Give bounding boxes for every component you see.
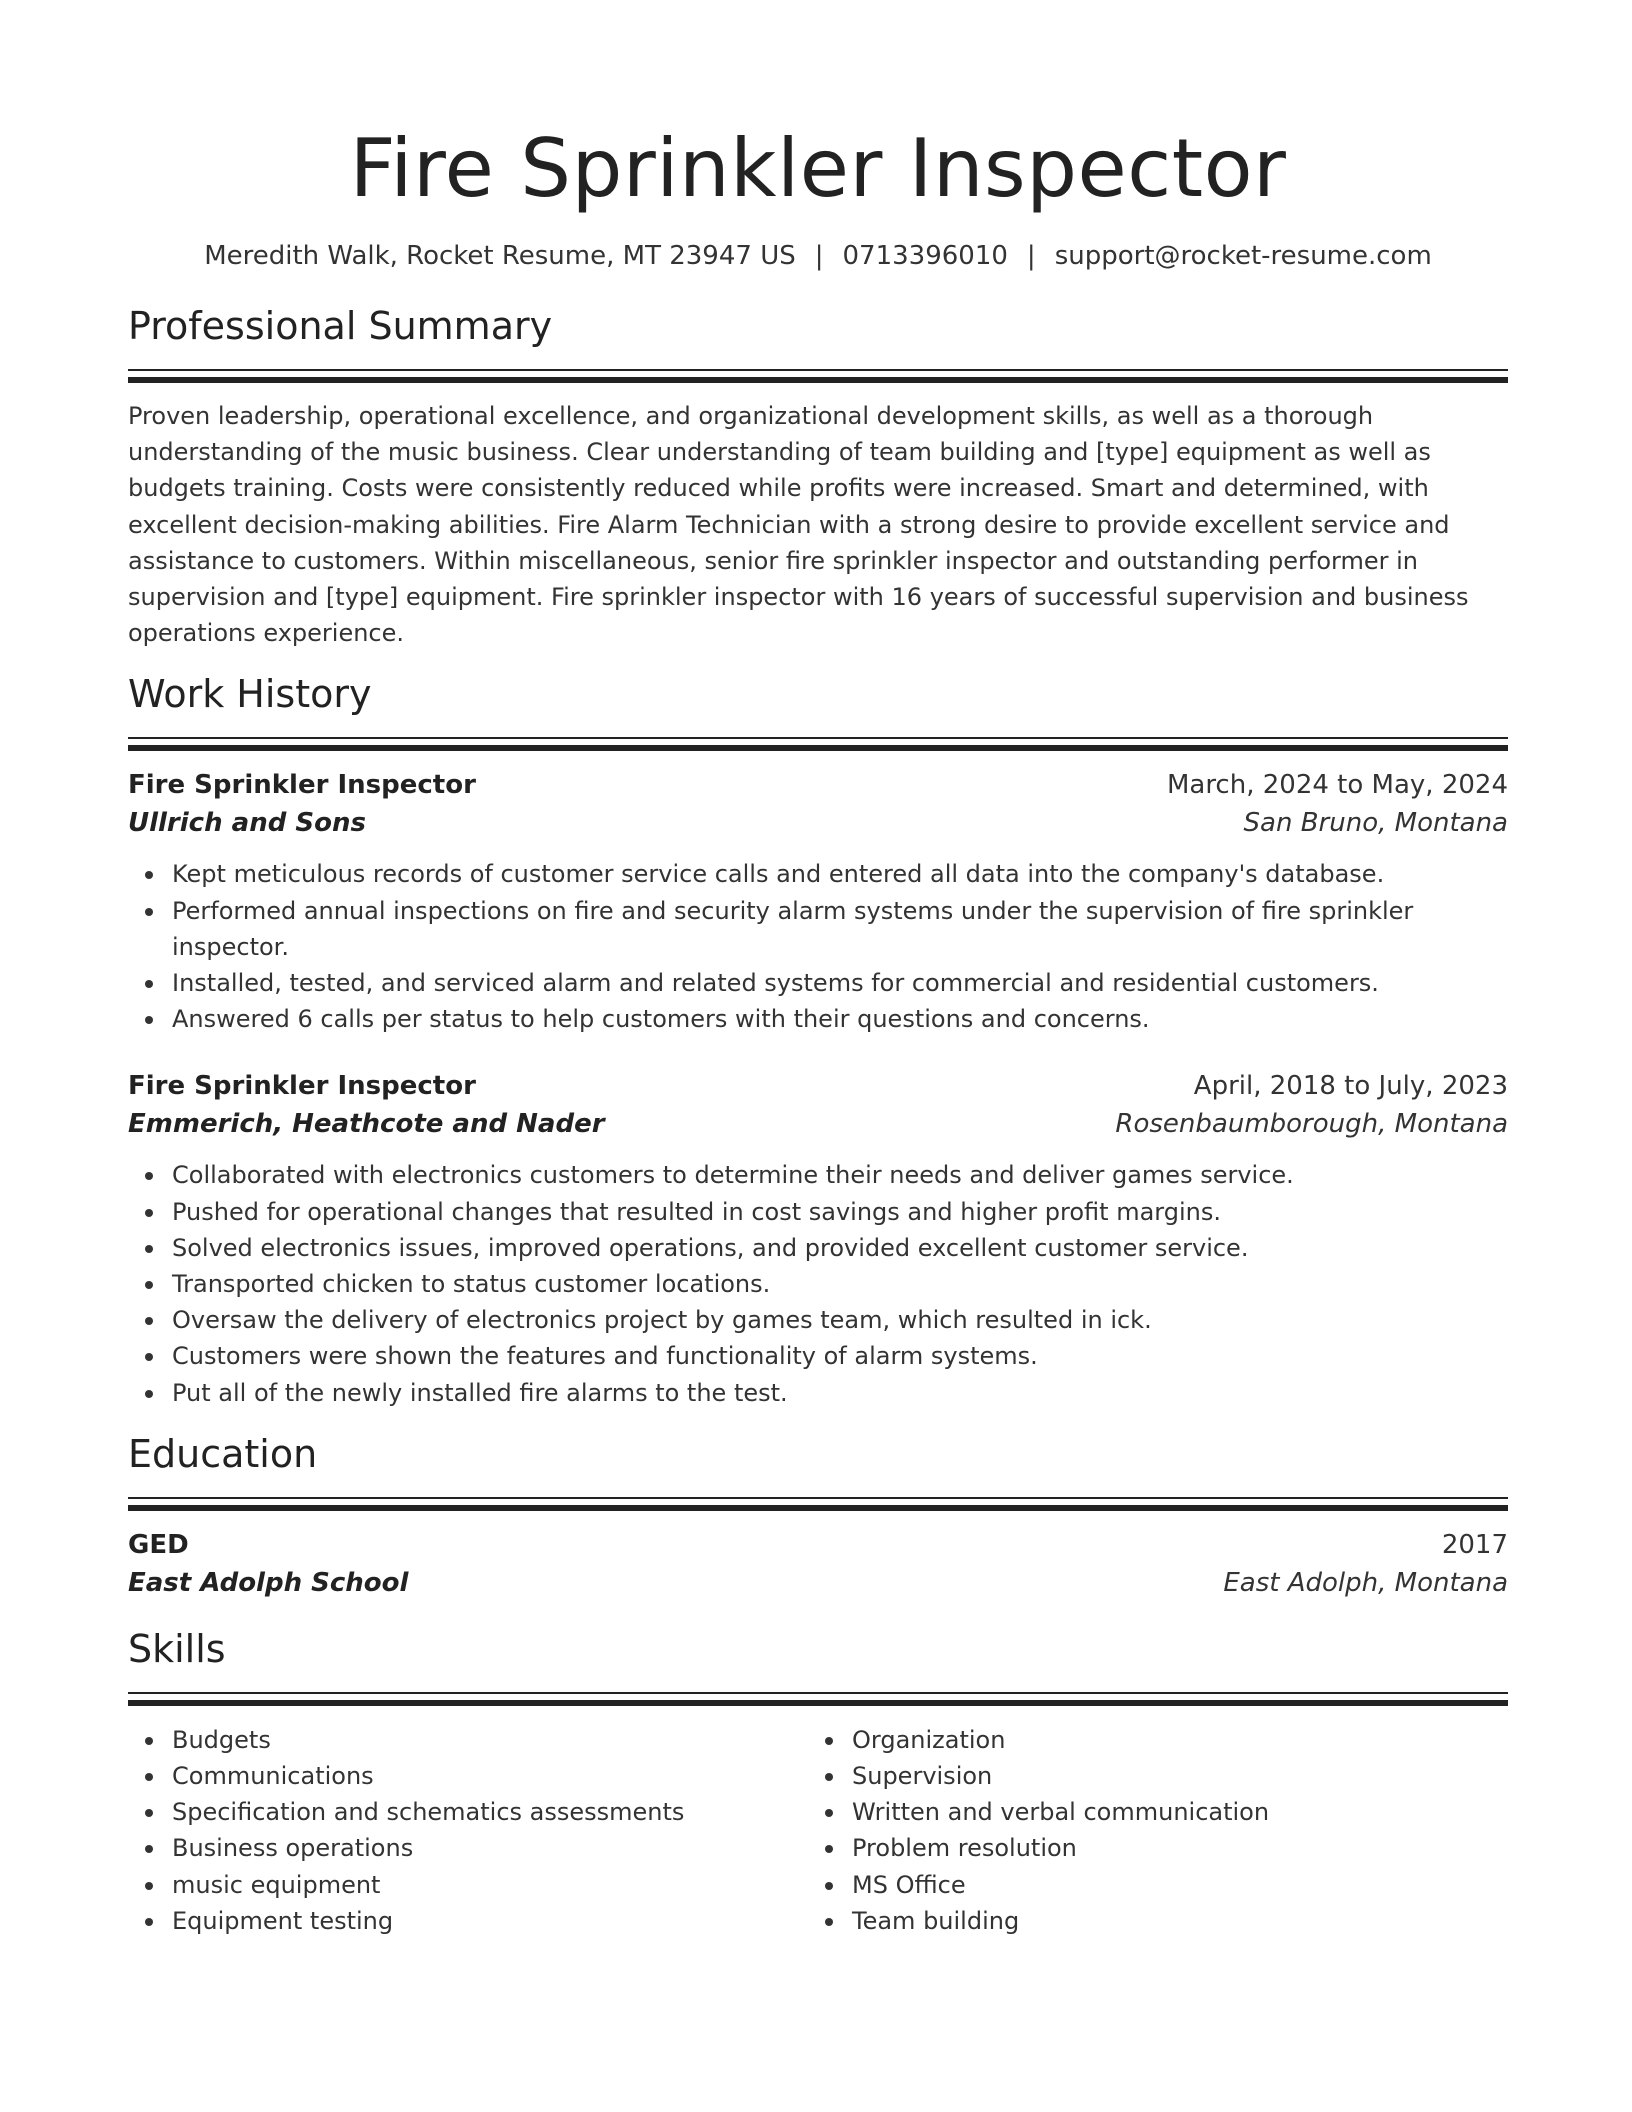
skill-item: Business operations	[128, 1830, 808, 1866]
section-divider	[128, 1497, 1508, 1511]
contact-line	[128, 237, 1508, 275]
education-entry	[128, 1526, 1508, 1602]
summary-text: Proven leadership, operational excellence, and organizational development skills, as well as a thorough understanding of the music business. Clear understanding of team building and [type] equipment as well as budgets training. Costs were consistently reduced while profits were increased. Smart and determined, with excellent decision-making abilities. Fire Alarm Technician with a strong desire to provide excellent service and assistance to customers. Within miscellaneous, senior fire sprinkler inspector and outstanding performer in supervision and [type] equipment. Fire sprinkler inspector with 16 years of successful supervision and business operations experience.	[128, 402, 1469, 648]
skill-item: Organization	[808, 1722, 1488, 1758]
education-section	[128, 1425, 1508, 1602]
section-divider	[128, 737, 1508, 751]
skill-item: Written and verbal communication	[808, 1794, 1488, 1830]
job-title: Fire Sprinkler Inspector	[128, 1071, 476, 1102]
skill-item: Team building	[808, 1903, 1488, 1939]
skill-item: MS Office	[808, 1867, 1488, 1903]
duty-item: Transported chicken to status customer locations.	[128, 1266, 1508, 1302]
duty-item: Put all of the newly installed fire alarms to the test.	[128, 1375, 1508, 1411]
education-year: 2017	[1441, 1529, 1508, 1560]
skill-item: Budgets	[128, 1722, 808, 1758]
work-history-section	[128, 665, 1508, 1410]
duty-item: Pushed for operational changes that resulted in cost savings and higher profit margins.	[128, 1194, 1508, 1230]
education-school: East Adolph School	[128, 1567, 409, 1598]
section-heading-work-history: Work History	[128, 672, 372, 717]
skills-list-right	[808, 1722, 1488, 1939]
duty-item: Performed annual inspections on fire and security alarm systems under the supervision of fire sprinkler inspector.	[128, 893, 1508, 965]
duty-item: Collaborated with electronics customers to determine their needs and deliver games service.	[128, 1157, 1508, 1193]
skill-item: Problem resolution	[808, 1830, 1488, 1866]
skill-item: music equipment	[128, 1867, 808, 1903]
contact-separator: |	[1026, 241, 1036, 271]
job-location: San Bruno, Montana	[1243, 808, 1508, 839]
duty-item: Solved electronics issues, improved operations, and provided excellent customer service.	[128, 1230, 1508, 1266]
job-duties	[128, 856, 1508, 1037]
education-degree: GED	[128, 1529, 189, 1560]
job-title: Fire Sprinkler Inspector	[128, 770, 476, 801]
job-entry	[128, 1067, 1508, 1410]
section-heading-summary: Professional Summary	[128, 304, 553, 348]
section-heading-education: Education	[128, 1431, 318, 1476]
skill-item: Equipment testing	[128, 1903, 808, 1939]
education-location: East Adolph, Montana	[1223, 1567, 1508, 1598]
duty-item: Customers were shown the features and functionality of alarm systems.	[128, 1338, 1508, 1374]
job-duties	[128, 1157, 1508, 1410]
section-divider	[128, 369, 1508, 383]
section-divider	[128, 1692, 1508, 1706]
resume-page	[128, 0, 1508, 1939]
contact-email: support@rocket-resume.com	[1054, 241, 1432, 271]
skill-item: Specification and schematics assessments	[128, 1794, 808, 1830]
duty-item: Kept meticulous records of customer service calls and entered all data into the company's database.	[128, 856, 1508, 892]
summary-section	[128, 297, 1508, 651]
job-company: Ullrich and Sons	[128, 808, 366, 839]
duty-item: Answered 6 calls per status to help customers with their questions and concerns.	[128, 1001, 1508, 1037]
duty-item: Installed, tested, and serviced alarm and related systems for commercial and residential customers.	[128, 965, 1508, 1001]
job-entry	[128, 766, 1508, 1037]
job-location: Rosenbaumborough, Montana	[1115, 1109, 1508, 1140]
contact-address: Meredith Walk, Rocket Resume, MT 23947 US	[204, 241, 796, 271]
skills-list-left	[128, 1722, 808, 1939]
skill-item: Communications	[128, 1758, 808, 1794]
skill-item: Supervision	[808, 1758, 1488, 1794]
duty-item: Oversaw the delivery of electronics project by games team, which resulted in ick.	[128, 1302, 1508, 1338]
skills-section	[128, 1620, 1508, 1939]
section-heading-skills: Skills	[128, 1626, 226, 1671]
resume-title: Fire Sprinkler Inspector	[349, 122, 1287, 215]
job-company: Emmerich, Heathcote and Nader	[128, 1109, 605, 1140]
contact-phone: 0713396010	[842, 241, 1008, 271]
contact-separator: |	[814, 241, 824, 271]
job-dates: April, 2018 to July, 2023	[1193, 1071, 1508, 1102]
job-dates: March, 2024 to May, 2024	[1166, 770, 1508, 801]
skills-columns	[128, 1722, 1508, 1939]
